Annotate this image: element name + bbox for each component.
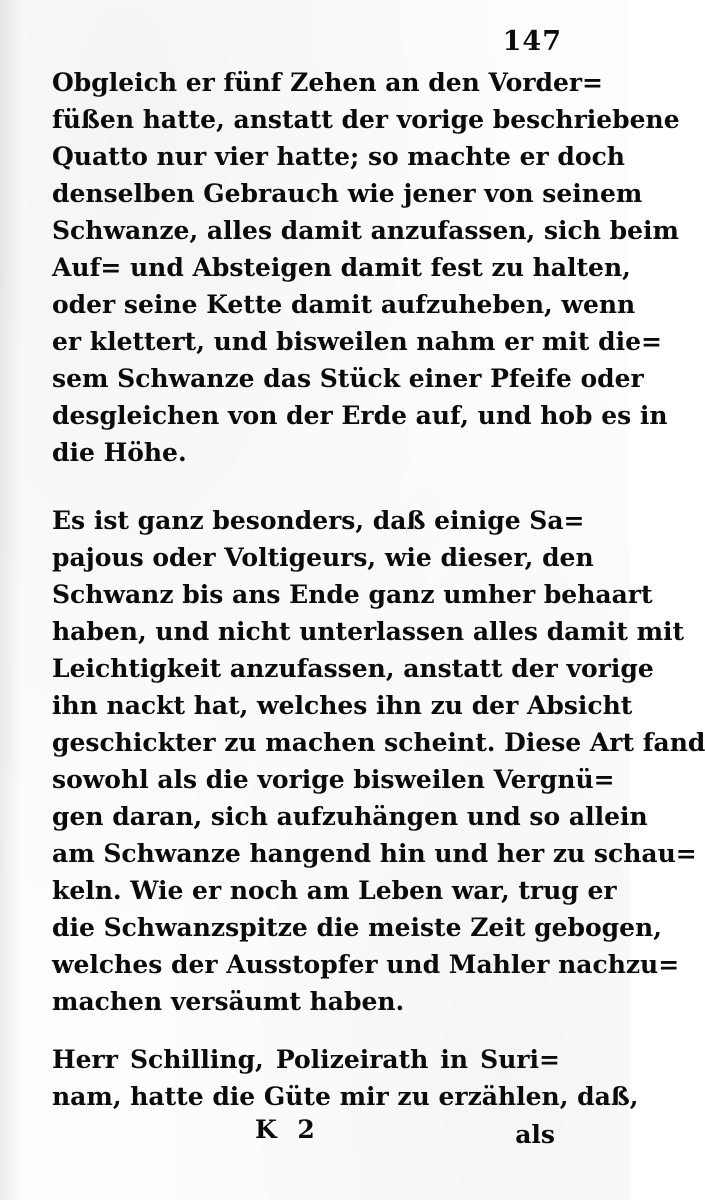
text-line: Obgleich er fünf Zehen an den Vorder= (52, 68, 604, 97)
text-line: Es ist ganz besonders, daß einige Sa= (52, 506, 585, 535)
text-line: Herr Schilling, Polizeirath in Suri= (52, 1045, 560, 1074)
text-line: oder seine Kette damit aufzuheben, wenn (52, 290, 636, 319)
text-line: pajous oder Voltigeurs, wie dieser, den (52, 543, 594, 572)
scan-shadow (0, 0, 22, 1200)
text-line: desgleichen von der Erde auf, und hob es in (52, 401, 668, 430)
text-line: die Schwanzspitze die meiste Zeit gebogen, (52, 913, 662, 942)
text-line: Schwanz bis ans Ende ganz umher behaart (52, 580, 653, 609)
text-line: Schwanze, alles damit anzufassen, sich beim (52, 216, 679, 245)
text-line: welches der Ausstopfer und Mahler nachzu= (52, 950, 680, 979)
text-line: am Schwanze hangend hin und her zu schau= (52, 839, 697, 868)
text-line: machen versäumt haben. (52, 987, 405, 1016)
text-line: gen daran, sich aufzuhängen und so allein (52, 802, 648, 831)
text-line: füßen hatte, anstatt der vorige beschriebene (52, 105, 680, 134)
text-line: ihn nackt hat, welches ihn zu der Absicht (52, 691, 633, 720)
text-line: Auf= und Absteigen damit fest zu halten, (52, 253, 631, 282)
catchword: als (515, 1120, 555, 1149)
text-line: geschickter zu machen scheint. Diese Art fand (52, 728, 705, 757)
page-number: 147 (502, 26, 562, 57)
text-line: Leichtigkeit anzufassen, anstatt der vorige (52, 654, 654, 683)
text-line: denselben Gebrauch wie jener von seinem (52, 179, 643, 208)
text-line: keln. Wie er noch am Leben war, trug er (52, 876, 617, 905)
text-line: sowohl als die vorige bisweilen Vergnü= (52, 765, 615, 794)
text-line: sem Schwanze das Stück einer Pfeife oder (52, 364, 644, 393)
text-line: Quatto nur vier hatte; so machte er doch (52, 142, 625, 171)
signature-mark: K 2 (255, 1115, 321, 1144)
text-line: nam, hatte die Güte mir zu erzählen, daß, (52, 1082, 639, 1111)
text-line: er klettert, und bisweilen nahm er mit die= (52, 327, 662, 356)
text-line: haben, und nicht unterlassen alles damit mit (52, 617, 685, 646)
text-line: die Höhe. (52, 438, 187, 467)
